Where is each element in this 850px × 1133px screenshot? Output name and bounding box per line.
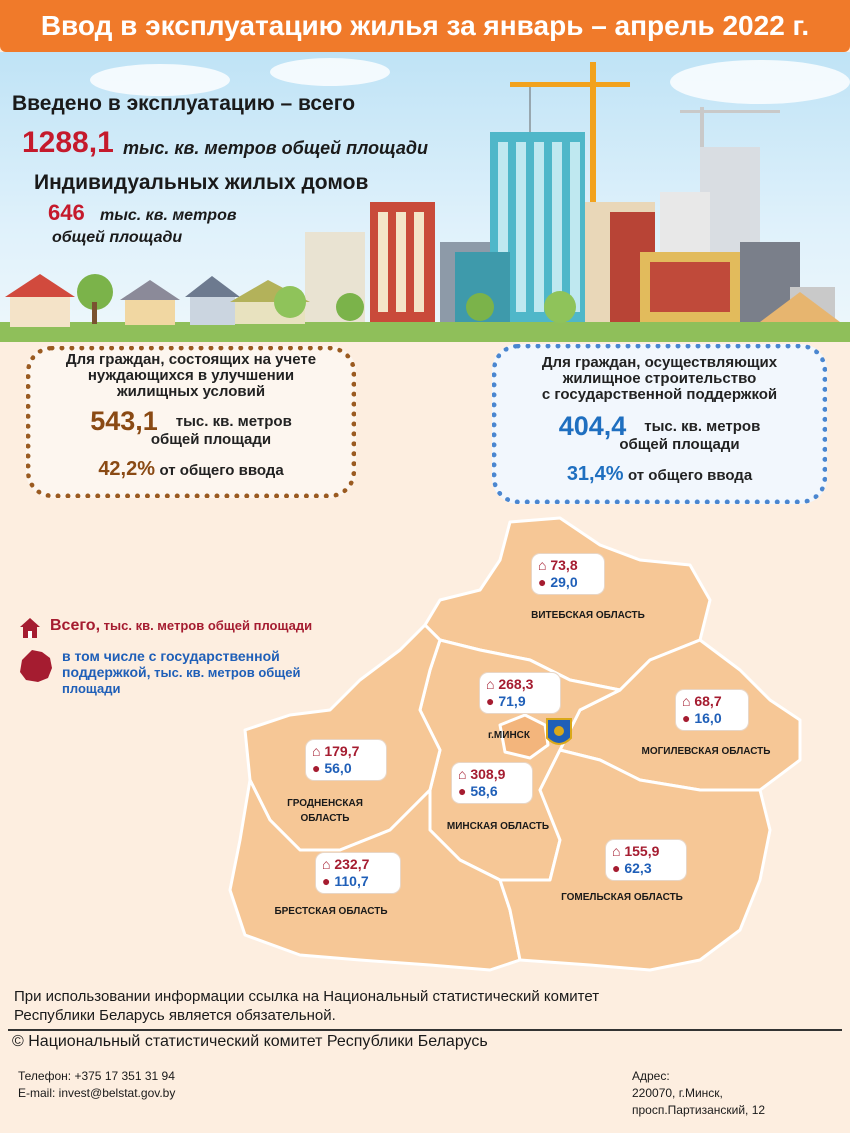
contacts: [18, 1068, 175, 1102]
callout-vitebsk: [532, 554, 604, 594]
support-heading-line2: жилищное строительство: [562, 370, 757, 387]
label-minsk-region: МИНСКАЯ ОБЛАСТЬ: [446, 821, 550, 832]
total-unit: тыс. кв. метров общей площади: [123, 138, 429, 158]
support-percent: 31,4%: [566, 463, 624, 485]
gomel-total: 155,9: [624, 843, 660, 859]
house-icon: ⌂: [538, 557, 547, 573]
total-value: 1288,1: [22, 126, 114, 159]
callout-minsk-city: [480, 673, 560, 713]
map-icon: ●: [312, 760, 321, 776]
disclaimer-line2: Республики Беларусь является обязательной.: [14, 1007, 336, 1024]
needy-heading-line1: Для граждан, состоящих на учете: [65, 351, 317, 368]
address: [632, 1068, 765, 1119]
house-icon: ⌂: [312, 743, 321, 759]
needy-heading-line3: жилищных условий: [116, 383, 266, 400]
disclaimer-line1: При использовании информации ссылка на Национальный статистический комитет: [14, 988, 600, 1005]
legend-total-rest: тыс. кв. метров общей площади: [100, 618, 313, 633]
individual-unit-line1: тыс. кв. метров: [100, 207, 237, 224]
minsk-city-support: 71,9: [498, 693, 526, 709]
map-icon: ●: [458, 783, 467, 799]
house-icon: ⌂: [458, 766, 467, 782]
brest-total: 232,7: [334, 856, 370, 872]
individual-heading: Индивидуальных жилых домов: [34, 171, 369, 194]
house-icon: ⌂: [612, 843, 621, 859]
callout-minsk-region: [452, 763, 532, 803]
label-gomel: ГОМЕЛЬСКАЯ ОБЛАСТЬ: [561, 892, 683, 903]
map-legend: [18, 616, 378, 697]
minsk-region-total: 308,9: [470, 766, 506, 782]
needy-percent: 42,2%: [98, 458, 156, 480]
callout-mogilev: [676, 690, 748, 730]
grodno-support: 56,0: [324, 760, 352, 776]
label-minsk-city: г.МИНСК: [487, 730, 530, 741]
legend-total-bold: Всего,: [50, 617, 101, 634]
support-unit-line1: тыс. кв. метров: [644, 418, 761, 435]
house-icon: ⌂: [486, 676, 495, 692]
grodno-total: 179,7: [324, 743, 360, 759]
email-link[interactable]: E-mail: invest@belstat.gov.by: [18, 1086, 176, 1100]
minsk-city-total: 268,3: [498, 676, 534, 692]
house-icon: ⌂: [682, 693, 691, 709]
phone: Телефон: +375 17 351 31 94: [18, 1069, 175, 1083]
page-title: Ввод в эксплуатацию жилья за январь – апрель 2022 г.: [0, 0, 850, 52]
label-vitebsk: ВИТЕБСКАЯ ОБЛАСТЬ: [531, 610, 645, 621]
callout-gomel: [606, 840, 686, 880]
gomel-support: 62,3: [624, 860, 652, 876]
label-grodno-line2: ОБЛАСТЬ: [300, 813, 350, 824]
needy-heading-line2: нуждающихся в улучшении: [87, 367, 295, 384]
needy-unit-line1: тыс. кв. метров: [175, 413, 292, 430]
belarus-map-icon: [18, 648, 54, 684]
house-icon: ⌂: [322, 856, 331, 872]
legend-support-line1: в том числе с государственной: [62, 648, 280, 664]
individual-value: 646: [48, 200, 85, 225]
support-percent-text: от общего ввода: [627, 467, 753, 484]
support-unit-line2: общей площади: [619, 436, 740, 453]
vitebsk-total: 73,8: [550, 557, 578, 573]
needy-percent-text: от общего ввода: [159, 462, 284, 479]
minsk-region-support: 58,6: [470, 783, 498, 799]
legend-support-rest: тыс. кв. метров общей: [150, 665, 301, 680]
total-heading: Введено в эксплуатацию – всего: [12, 92, 356, 115]
brest-support: 110,7: [334, 873, 369, 889]
label-mogilev: МОГИЛЕВСКАЯ ОБЛАСТЬ: [641, 746, 771, 757]
map-icon: ●: [538, 574, 547, 590]
address-line2: просп.Партизанский, 12: [632, 1103, 766, 1117]
vitebsk-support: 29,0: [550, 574, 578, 590]
needy-unit-line2: общей площади: [150, 431, 272, 448]
footer-divider: [8, 1029, 842, 1031]
copyright: © Национальный статистический комитет Республики Беларусь: [12, 1033, 488, 1050]
support-value: 404,4: [558, 411, 627, 441]
callout-grodno: [306, 740, 386, 780]
support-heading-line1: Для граждан, осуществляющих: [541, 354, 778, 371]
map-icon: ●: [322, 873, 331, 889]
disclaimer: [14, 987, 834, 1025]
legend-support-line3: площади: [62, 681, 121, 696]
map-icon: ●: [612, 860, 621, 876]
callout-brest: [316, 853, 400, 893]
mogilev-total: 68,7: [694, 693, 722, 709]
label-grodno-line1: ГРОДНЕНСКАЯ: [287, 798, 363, 809]
needy-value: 543,1: [90, 406, 158, 436]
support-heading-line3: с государственной поддержкой: [541, 386, 778, 403]
house-icon: [18, 616, 42, 640]
address-line1: 220070, г.Минск,: [632, 1086, 723, 1100]
individual-unit-line2: общей площади: [52, 229, 183, 246]
label-grodno: [270, 796, 380, 826]
label-brest: БРЕСТСКАЯ ОБЛАСТЬ: [274, 906, 388, 917]
map-icon: ●: [486, 693, 495, 709]
map-icon: ●: [682, 710, 691, 726]
address-label: Адрес:: [632, 1069, 670, 1083]
legend-support-bold: поддержкой,: [62, 664, 151, 680]
minsk-coat-of-arms-icon: [544, 716, 574, 752]
mogilev-support: 16,0: [694, 710, 722, 726]
